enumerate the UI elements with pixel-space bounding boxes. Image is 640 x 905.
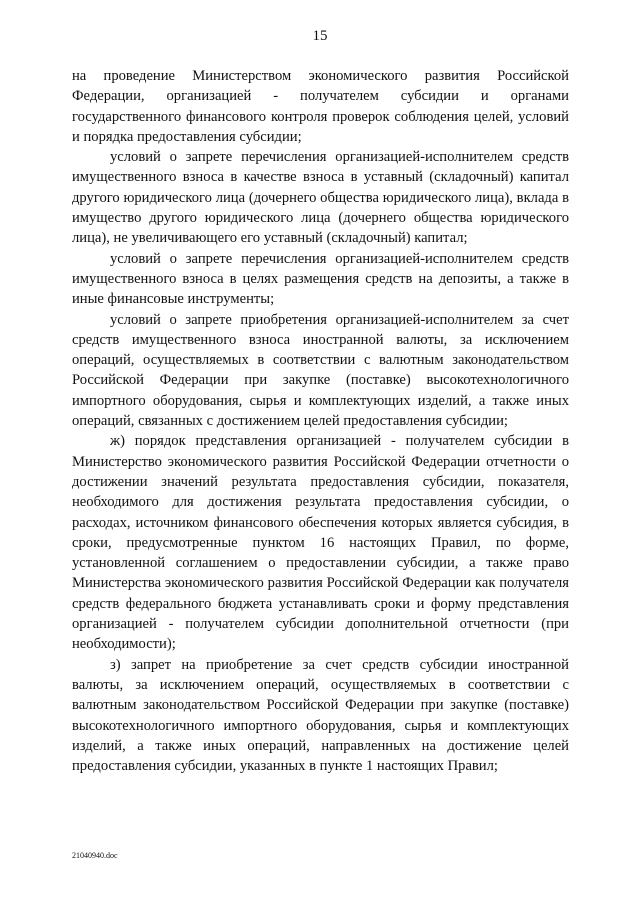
document-body [72,66,569,776]
paragraph-item-z-currency: з) запрет на приобретение за счет средств субсидии иностранной валюты, за исключением операций, осуществляемых в соответствии с валютным законодательством Российской Федерации при закупке (поставке) высокотехнологичного импортного оборудования, сырья и комплектующих изделий, а также иных операций, направленных на достижение целей предоставления субсидии, указанных в пункте 1 настоящих Правил; [72,656,569,775]
page-number: 15 [312,28,328,44]
paragraph-item-zh-reporting: ж) порядок представления организацией - получателем субсидии в Министерство экономического развития Российской Федерации отчетности о достижении значений результата предоставления субсидии, показателя, необходимого для достижения результата предоставления субсидии, о расходах, источником финансового обеспечения которых является субсидия, в сроки, предусмотренные пунктом 16 настоящих Правил, по форме, установленной соглашением о предоставлении субсидии, а также право Министерства экономического развития Российской Федерации как получателя средств федерального бюджета устанавливать сроки и форму представления организацией - получателем субсидии дополнительной отчетности (при необходимости); [72,433,569,653]
document-file-code: 21040940.doc [72,851,118,860]
paragraph-continuation: на проведение Министерством экономического развития Российской Федерации, организацией - получателем субсидии и органами государственного финансового контроля проверок соблюдения целей, условий и порядка предоставления субсидии; [72,68,569,145]
paragraph-contribution-transfer-ban: условий о запрете перечисления организацией-исполнителем средств имущественного взноса в качестве взноса в уставный (складочный) капитал другого юридического лица (дочернего общества юридического лица), вклада в имущество другого юридического лица (дочернего общества юридического лица), не увеличивающего его уставный (складочный) капитал; [72,149,569,247]
paragraph-foreign-currency-ban: условий о запрете приобретения организацией-исполнителем за счет средств имущественного взноса иностранной валюты, за исключением операций, осуществляемых в соответствии с валютным законодательством Российской Федерации при закупке (поставке) высокотехнологичного импортного оборудования, сырья и комплектующих изделий, а также иных операций, связанных с достижением целей предоставления субсидии; [72,311,569,430]
paragraph-deposit-ban: условий о запрете перечисления организацией-исполнителем средств имущественного взноса в целях размещения средств на депозиты, а также в иные финансовые инструменты; [72,250,569,308]
